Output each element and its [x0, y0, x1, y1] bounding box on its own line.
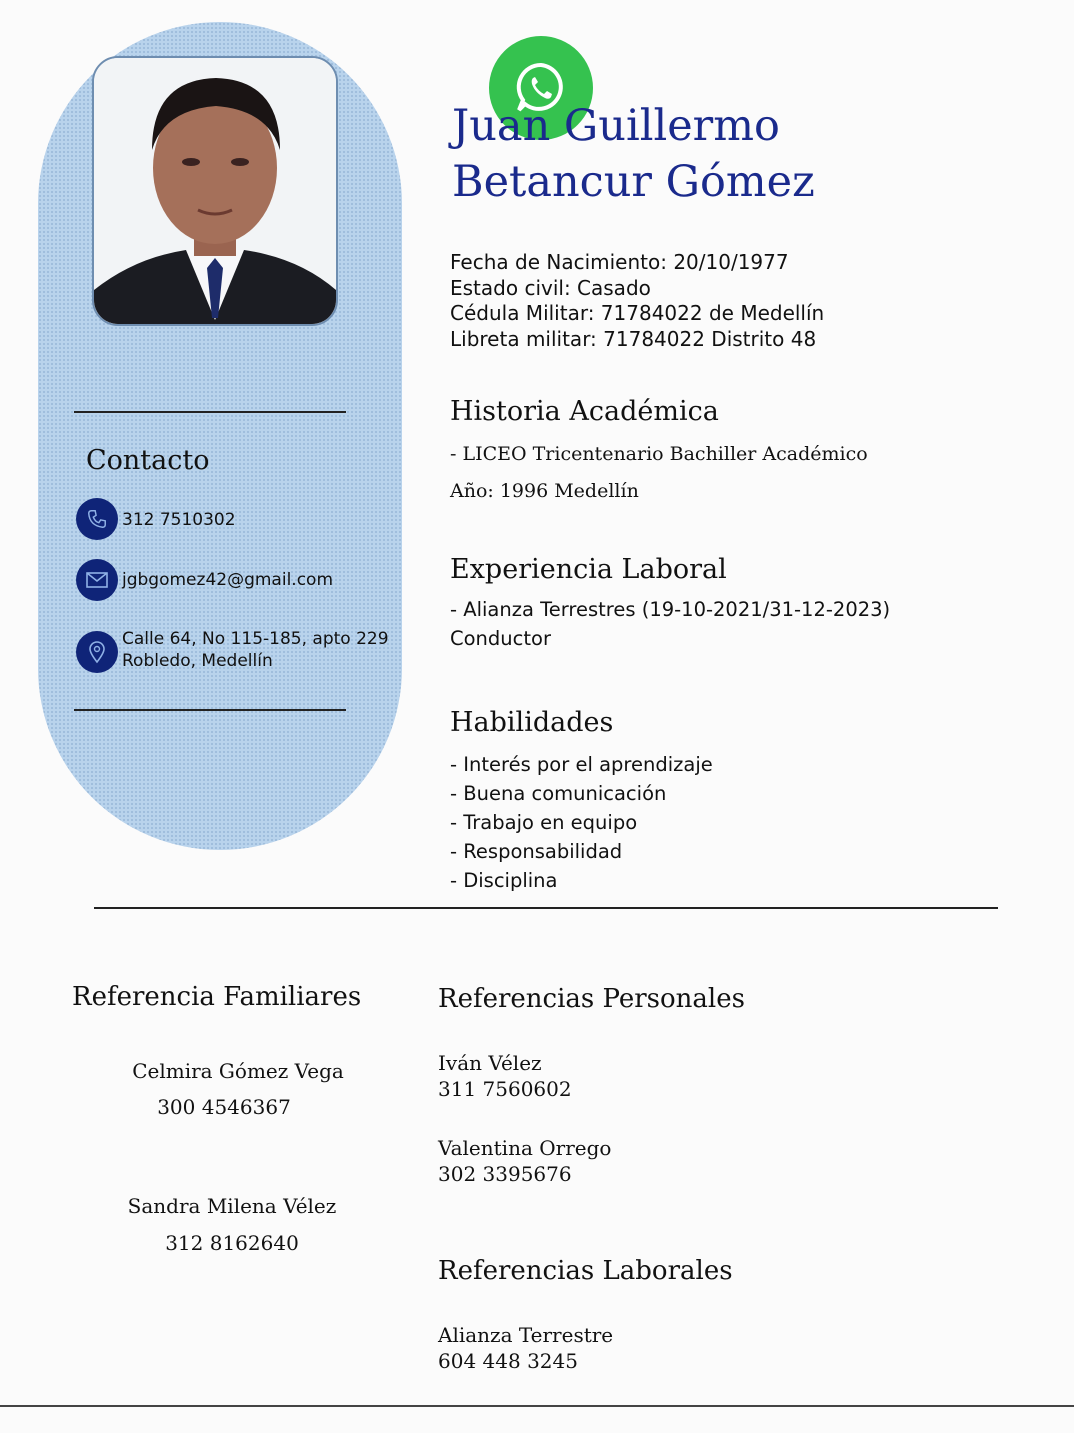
location-pin-icon: [76, 631, 118, 673]
work-ref-name: Alianza Terrestre: [438, 1323, 614, 1347]
mail-icon: [76, 559, 118, 601]
family-ref-name: Celmira Gómez Vega: [132, 1059, 344, 1083]
personal-ref-phone: 311 7560602: [438, 1077, 572, 1101]
skill-item: - Trabajo en equipo: [450, 811, 638, 834]
academic-title: Historia Académica: [450, 396, 719, 427]
skill-item: - Interés por el aprendizaje: [450, 753, 713, 776]
contact-email: jgbgomez42@gmail.com: [122, 570, 333, 590]
name-first-line: Juan Guillermo: [452, 101, 780, 151]
skills-title: Habilidades: [450, 707, 614, 738]
skill-item: - Disciplina: [450, 869, 558, 892]
academic-line2: Año: 1996 Medellín: [450, 480, 639, 502]
work-refs-title: Referencias Laborales: [438, 1256, 733, 1286]
family-refs-title: Referencia Familiares: [72, 982, 362, 1012]
skills-list: [450, 750, 713, 895]
sidebar-divider-top: [74, 411, 346, 413]
military-booklet: Libreta militar: 71784022 Distrito 48: [450, 326, 817, 351]
work-ref-phone: 604 448 3245: [438, 1349, 578, 1373]
personal-info: [450, 250, 824, 352]
academic-line1: - LICEO Tricentenario Bachiller Académico: [450, 443, 868, 465]
contact-address-line1: Calle 64, No 115-185, apto 229: [122, 629, 389, 649]
page-bottom-edge: [0, 1405, 1074, 1407]
sidebar-divider-bottom: [74, 709, 346, 711]
section-divider: [94, 907, 998, 909]
skill-item: - Responsabilidad: [450, 840, 623, 863]
personal-ref-name: Valentina Orrego: [438, 1136, 612, 1160]
birth-date: Fecha de Nacimiento: 20/10/1977: [450, 250, 789, 274]
skill-item: - Buena comunicación: [450, 782, 667, 805]
contact-title: Contacto: [86, 445, 210, 476]
profile-photo-image: [94, 58, 336, 324]
family-ref-name: Sandra Milena Vélez: [127, 1194, 337, 1218]
phone-icon: [76, 498, 118, 540]
contact-phone: 312 7510302: [122, 510, 236, 530]
personal-refs-title: Referencias Personales: [438, 984, 745, 1014]
name-second-line: Betancur Gómez: [452, 157, 815, 207]
military-id: Cédula Militar: 71784022 de Medellín: [450, 301, 825, 325]
civil-status: Estado civil: Casado: [450, 275, 651, 300]
candidate-name: [452, 98, 815, 210]
personal-ref-phone: 302 3395676: [438, 1162, 572, 1186]
family-ref-phone: 300 4546367: [157, 1095, 291, 1119]
personal-ref-name: Iván Vélez: [438, 1051, 542, 1075]
experience-line1: - Alianza Terrestres (19-10-2021/31-12-2023): [450, 598, 891, 621]
profile-photo: [92, 56, 338, 326]
experience-line2: Conductor: [450, 627, 551, 650]
contact-address-line2: Robledo, Medellín: [122, 651, 273, 671]
experience-title: Experiencia Laboral: [450, 554, 727, 585]
family-ref-phone: 312 8162640: [165, 1231, 299, 1255]
